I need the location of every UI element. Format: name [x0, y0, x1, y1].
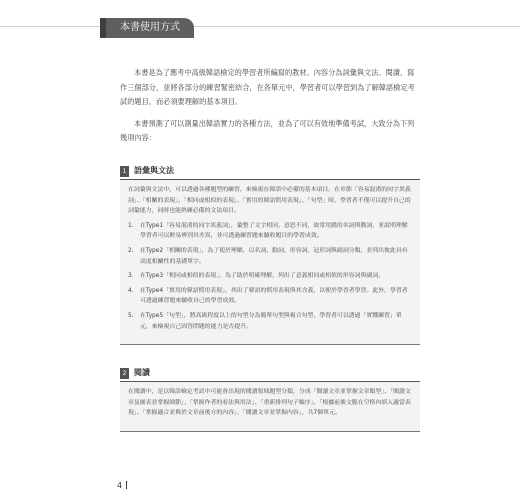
section-body [120, 180, 420, 344]
section-lead: 在詞彙與文法中，可以透過各種題型的練習，來檢視在韓語中必備的基本項目。在章節「容易混淆的同字異義詞」、「相關的表現」、「相同或相似的表現」、「實用的韓語慣用表現」、「句型」時，學習者不僅可以提升自己的詞彙能力，同時也能熟練必備的文法項目。 [128, 187, 411, 215]
section-vocab-grammar [120, 164, 420, 345]
page-number-text: 4 [117, 481, 123, 490]
list-item [128, 311, 412, 332]
section-number-marker: 2 [120, 368, 129, 379]
page-title: 本書使用方式 [120, 22, 180, 33]
tab-grip [100, 18, 106, 38]
section-header [120, 164, 420, 180]
list-number: 5. [128, 312, 134, 319]
section-number-marker: 1 [120, 166, 129, 177]
section-lead: 在閱讀中，是以韓語檢定考試中可能會出現的閱讀領域題型分類，分成「閱讀文章並掌握文章類型」、「閱讀文章及圖表並掌握細節」、「掌握作者的看法與用法」、「重新排列句子順序」、「根據前後文脈在空格內填入適當表現」、「掌握適合並與於文章前後方的內容」、「閱讀文章並掌握內容」，共7個單元。 [128, 389, 411, 417]
list-text: 在Type5「句型」，將高級程度以上的句型分為簡單句型與複合句型，學習者可以透過「實戰練習」單元，來檢視自己因答問題的能力是否提升。 [140, 312, 402, 330]
section-header [120, 366, 420, 382]
section-title-tab [106, 18, 194, 38]
list-number: 4. [128, 287, 134, 294]
list-number: 1. [128, 222, 134, 229]
list-item [128, 286, 412, 307]
section-title: 閱讀 [134, 368, 150, 377]
intro-text [120, 66, 420, 153]
intro-paragraph-1: 本書是為了應考中高級韓語檢定的學習者所編寫的教材。內容分為詞彙與文法、閱讀、寫作三個部分，並將各部分的練習緊密結合，在各單元中，學習者可以學習到為了解韓語檢定考試的題目，而必須要理解的基本項目。 [120, 68, 415, 106]
section-reading [120, 366, 420, 432]
type-list [128, 221, 412, 332]
list-item [128, 271, 412, 282]
list-text: 在Type2「相關的表現」，為了使於理解，以名詞、動詞、形容詞、冠形詞與副詞分類，並列出彼此具有高度相關性的基礎單字。 [140, 247, 408, 265]
list-number: 2. [128, 247, 134, 254]
list-item [128, 221, 412, 242]
section-body [120, 382, 420, 431]
list-text: 在Type3「相同或相似的表現」，為了助於明確理解，列出了意義相同或相似的形容詞與副詞。 [140, 273, 385, 280]
page-number [117, 481, 127, 490]
intro-paragraph-2: 本書預測了可以測量出韓語實力的各種方法，並為了可以有效地準備考試，大致分為下列幾項內容： [120, 118, 415, 142]
list-text: 在Type4「實用的韓語慣用表現」，列出了韓語的慣用表現與其含義，以便於學習者學習。此外，學習者可透過練習題來驗收自己的學習成效。 [140, 287, 408, 305]
page-number-bar [126, 481, 127, 489]
list-item [128, 246, 412, 267]
header-rule [0, 26, 520, 27]
list-text: 在Type1「容易混淆的同字異義詞」，彙整了文字相同、意思不同，故常用錯的名詞與動詞，並說明理解學習者可以輕易辨別其差異，並可透過練習題來驗收題目的學習成效。 [140, 222, 408, 240]
list-number: 3. [128, 273, 134, 280]
section-title: 語彙與文法 [134, 166, 174, 175]
